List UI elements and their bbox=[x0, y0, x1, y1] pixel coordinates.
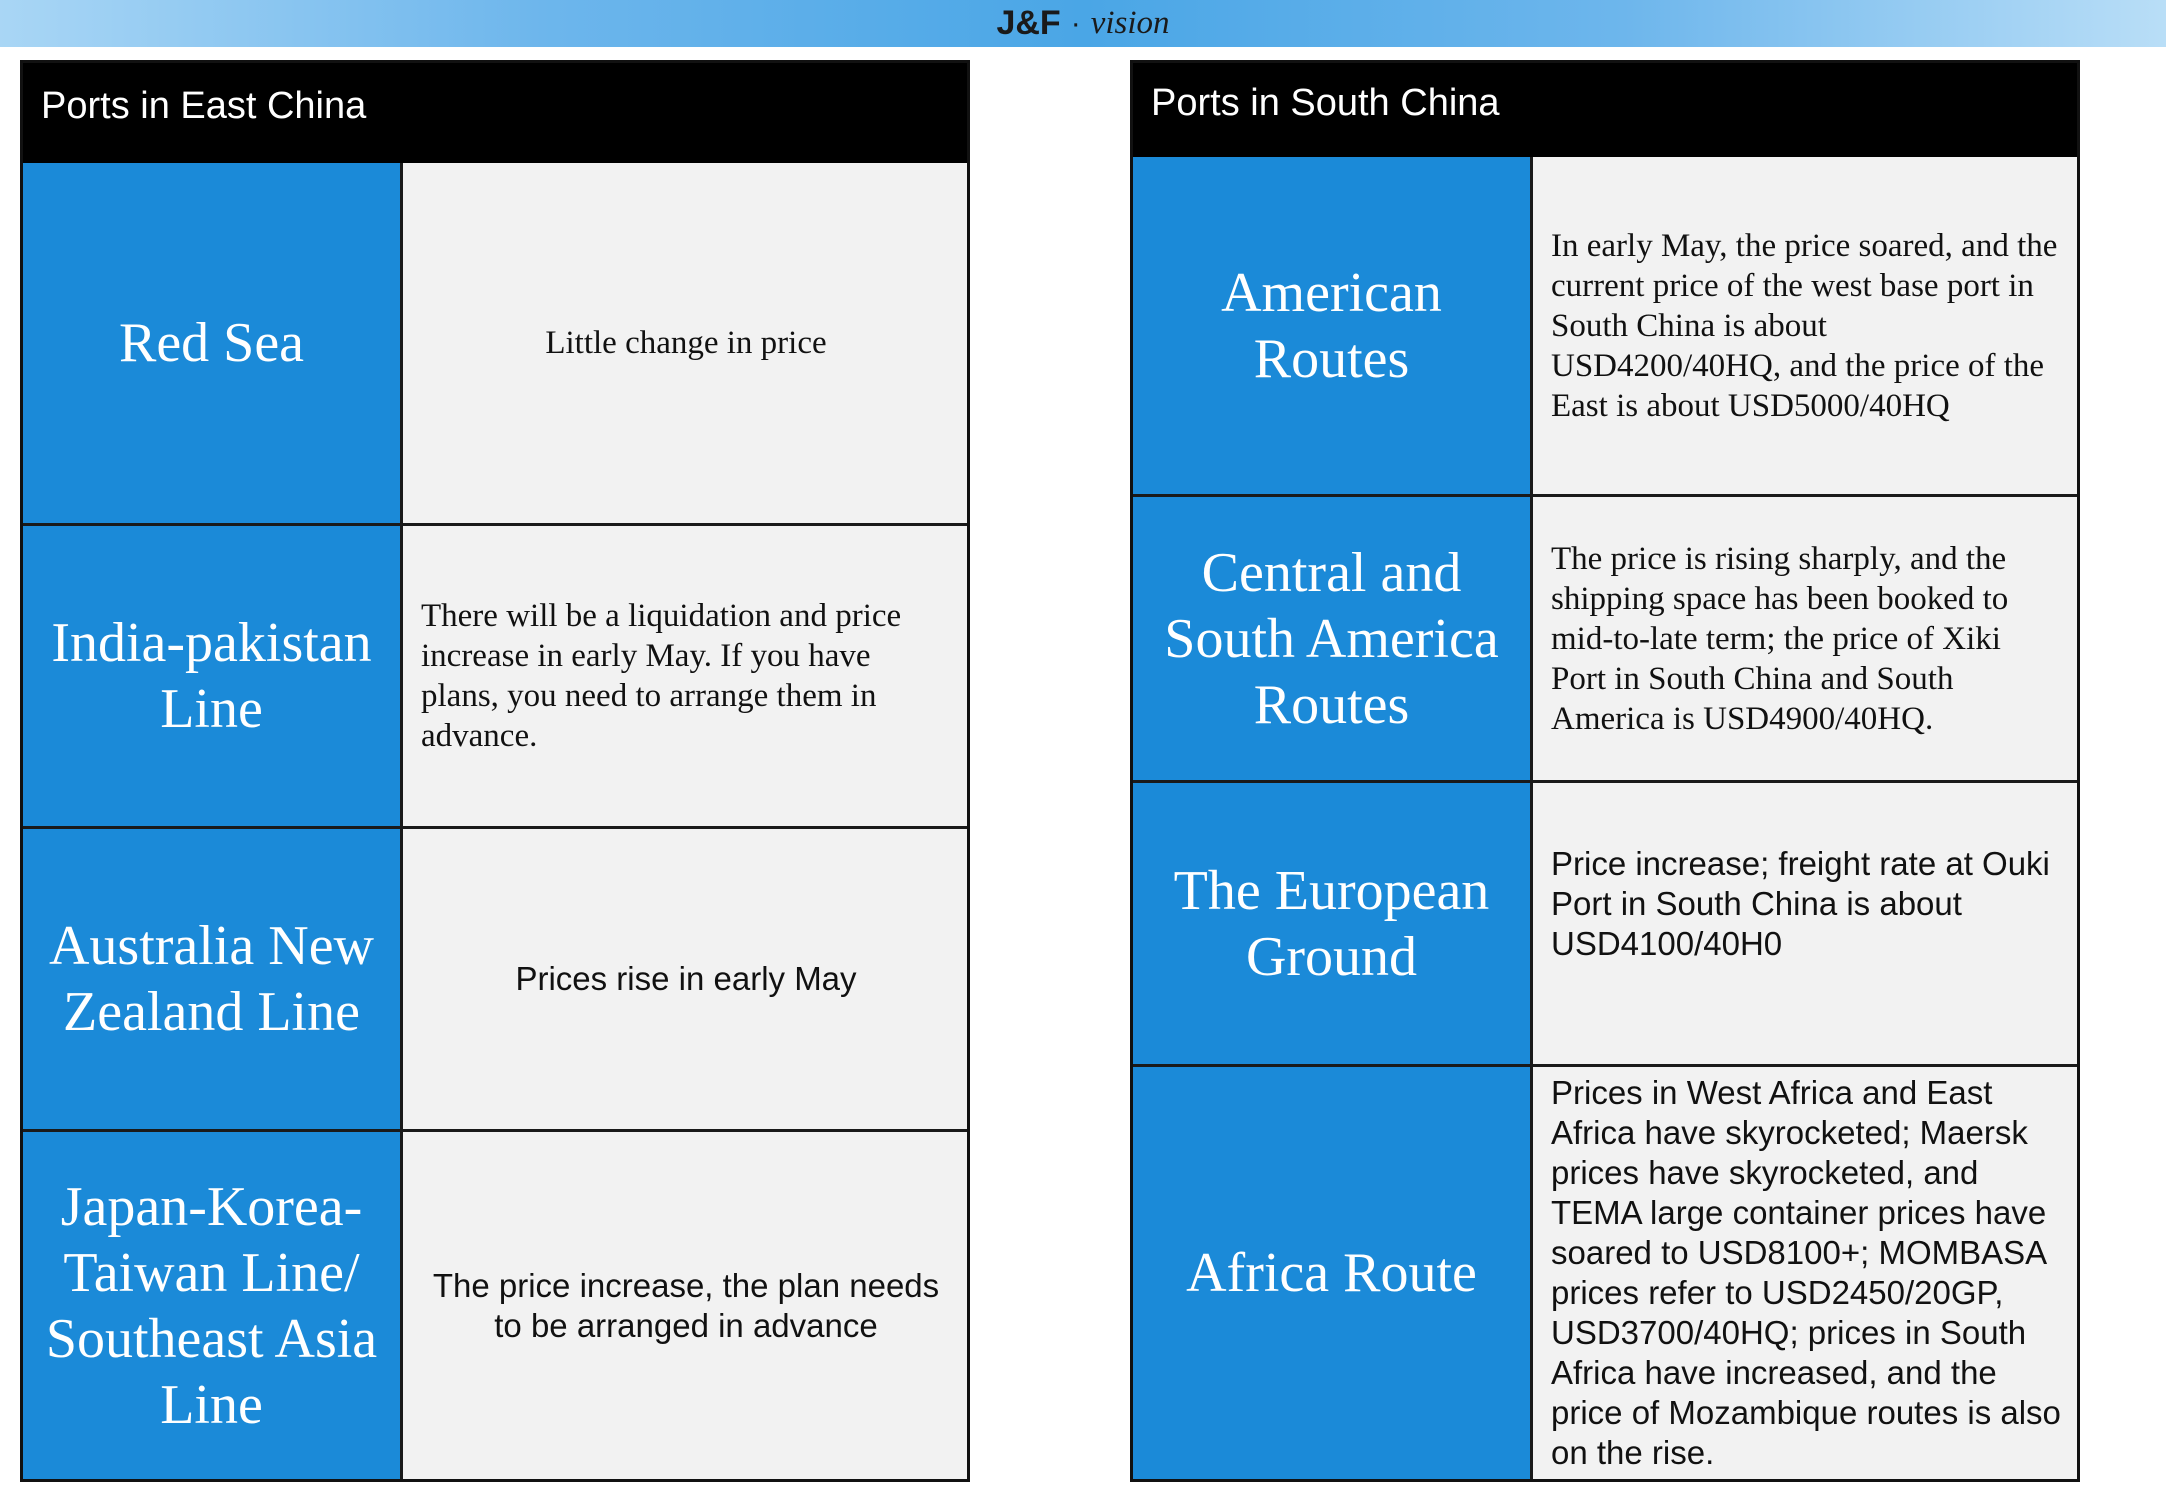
south-china-panel bbox=[1130, 60, 2080, 1482]
route-text: The price increase, the plan needs to be arranged in advance bbox=[403, 1132, 967, 1479]
east-china-title: Ports in East China bbox=[23, 63, 967, 163]
brand-main: J&F bbox=[996, 4, 1061, 42]
route-text: Price increase; freight rate at Ouki Port in South China is about USD4100/40H0 bbox=[1533, 783, 2077, 1064]
route-text: The price is rising sharply, and the shipping space has been booked to mid-to-late term; the price of Xiki Port in South China and South America is USD4900/40HQ. bbox=[1533, 497, 2077, 780]
route-text: Prices in West Africa and East Africa have skyrocketed; Maersk prices have skyrocketed, and TEMA large container prices have soared to USD8100+; MOMBASA prices refer to USD2450/20GP, USD3700/40HQ; prices in South Africa have increased, and the price of Mozambique routes is also on the rise. bbox=[1533, 1067, 2077, 1479]
route-label: Japan-Korea-Taiwan Line/ Southeast Asia Line bbox=[23, 1132, 403, 1479]
route-label: Australia New Zealand Line bbox=[23, 829, 403, 1129]
route-label: India-pakistan Line bbox=[23, 526, 403, 826]
route-label: Red Sea bbox=[23, 163, 403, 523]
table-row bbox=[23, 826, 967, 1129]
table-row bbox=[23, 523, 967, 826]
table-row bbox=[1133, 494, 2077, 780]
east-china-panel bbox=[20, 60, 970, 1482]
route-text: Little change in price bbox=[403, 163, 967, 523]
route-text: Prices rise in early May bbox=[403, 829, 967, 1129]
table-row bbox=[1133, 780, 2077, 1064]
south-china-title: Ports in South China bbox=[1133, 63, 2077, 157]
brand-logo bbox=[0, 0, 2166, 47]
route-label: The European Ground bbox=[1133, 783, 1533, 1064]
table-row bbox=[1133, 1064, 2077, 1479]
route-label: Central and South America Routes bbox=[1133, 497, 1533, 780]
route-label: Africa Route bbox=[1133, 1067, 1533, 1479]
brand-sub: vision bbox=[1090, 5, 1170, 41]
route-text: There will be a liquidation and price increase in early May. If you have plans, you need to arrange them in advance. bbox=[403, 526, 967, 826]
table-row bbox=[1133, 157, 2077, 494]
brand-dot: · bbox=[1070, 6, 1081, 40]
route-text: In early May, the price soared, and the current price of the west base port in South China is about USD4200/40HQ, and the price of the East is about USD5000/40HQ bbox=[1533, 157, 2077, 494]
route-label: American Routes bbox=[1133, 157, 1533, 494]
table-row bbox=[23, 1129, 967, 1479]
table-row bbox=[23, 163, 967, 523]
